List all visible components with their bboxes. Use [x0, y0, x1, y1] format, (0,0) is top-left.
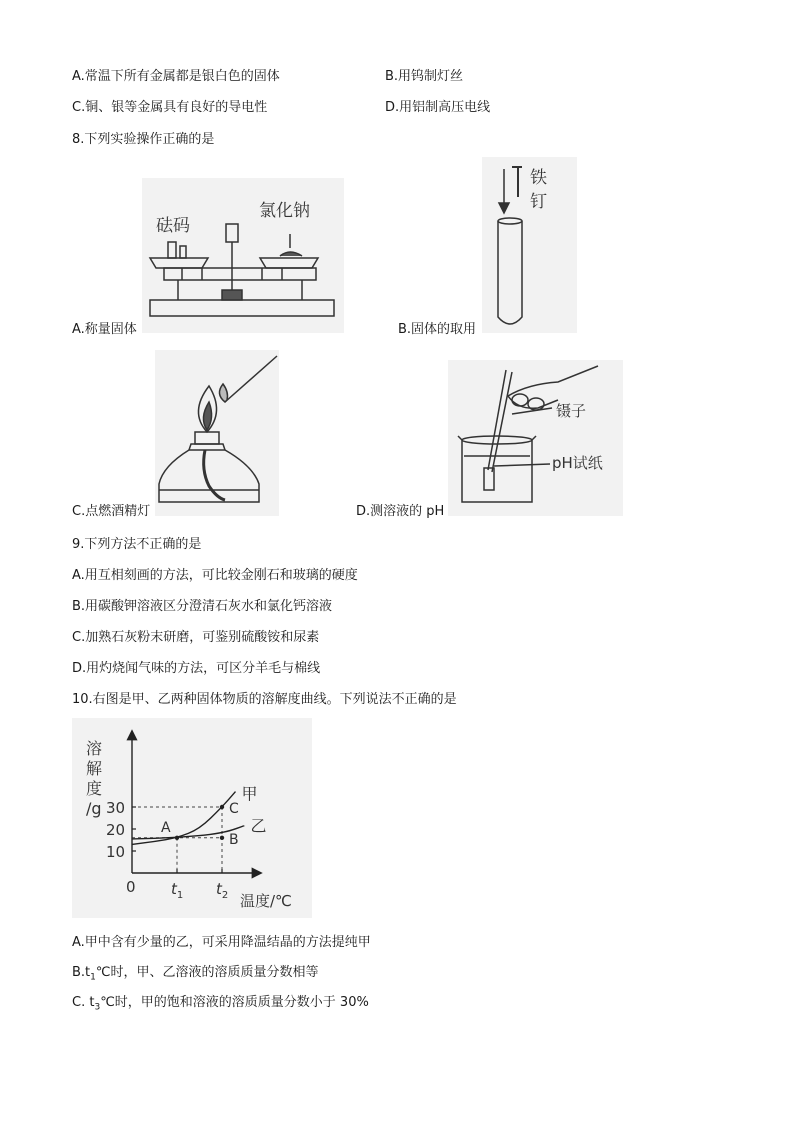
ph-test-figure: [448, 360, 623, 516]
x-tick-label-t2: $t_2$: [216, 880, 229, 901]
tweezers-label: 镊子: [556, 402, 587, 420]
iron-label: 铁: [530, 168, 547, 188]
ylabel-char-1: 溶: [86, 739, 103, 758]
iron-nail-icon: [512, 167, 522, 197]
alcohol-lamp-icon: [159, 432, 259, 502]
ylabel-char-4: /g: [86, 799, 102, 818]
y-tick-label-10: 10: [106, 843, 126, 861]
q10-option-b: $B.t_1℃$时，甲、乙溶液的溶质质量分数相等: [72, 965, 319, 983]
arrow-down-icon: [499, 169, 509, 213]
q7-option-a: A.常温下所有金属都是银白色的固体: [72, 69, 280, 84]
balance-icon: [150, 224, 334, 316]
flame-icon: [198, 386, 216, 432]
q10-stem: 10.右图是甲、乙两种固体物质的溶解度曲线。下列说法不正确的是: [72, 692, 457, 707]
q9-option-d: D.用灼烧闻气味的方法，可区分羊毛与棉线: [72, 661, 321, 676]
point-label-A: A: [161, 819, 171, 836]
x-tick-label-t1: $t_1$: [171, 880, 184, 901]
ph-paper-icon: [484, 464, 550, 490]
q10-option-c: C. $t_3℃$时，甲的饱和溶液的溶质质量分数小于 30%: [72, 995, 369, 1013]
q8-stem: 8.下列实验操作正确的是: [72, 132, 215, 147]
point-A: [175, 836, 179, 840]
point-B: [220, 836, 224, 840]
q8-option-c: C.点燃酒精灯: [72, 504, 151, 519]
nail-label: 钉: [530, 192, 547, 212]
q7-option-c: C.铜、银等金属具有良好的导电性: [72, 100, 268, 115]
q7-option-d: D.用铝制高压电线: [385, 100, 491, 115]
solubility-chart: [72, 718, 312, 918]
q8-option-b: B.固体的取用: [398, 322, 477, 337]
y-tick-label-30: 30: [106, 799, 126, 817]
weights-label: 砝码: [156, 216, 190, 236]
q7-option-b: B.用钨制灯丝: [385, 69, 464, 84]
test-tube-icon: [498, 218, 522, 324]
ph-paper-label: pH试纸: [552, 454, 603, 472]
q9-stem: 9.下列方法不正确的是: [72, 537, 202, 552]
match-icon: [219, 356, 277, 402]
series-line-2: [132, 826, 245, 839]
point-C: [220, 805, 224, 809]
point-label-B: B: [229, 831, 239, 848]
point-label-C: C: [229, 801, 239, 817]
q9-option-a: A.用互相刻画的方法，可比较金刚石和玻璃的硬度: [72, 568, 358, 583]
q8-option-d: D.测溶液的 pH: [356, 504, 445, 519]
q10-option-a: A.甲中含有少量的乙，可采用降温结晶的方法提纯甲: [72, 935, 371, 950]
q9-option-c: C.加熟石灰粉末研磨，可鉴别硫酸铵和尿素: [72, 630, 320, 645]
origin-label: 0: [126, 878, 136, 896]
x-axis-label: 温度/℃: [240, 892, 292, 910]
series-label-1: 甲: [241, 784, 258, 804]
q9-option-b: B.用碳酸钾溶液区分澄清石灰水和氯化钙溶液: [72, 599, 333, 614]
ylabel-char-3: 度: [86, 779, 103, 798]
ylabel-char-2: 解: [86, 759, 103, 778]
balance-figure: [142, 178, 344, 333]
alcohol-lamp-figure: [155, 350, 279, 516]
q8-option-a: A.称量固体: [72, 322, 137, 337]
series-label-2: 乙: [250, 816, 267, 836]
test-tube-figure: [482, 157, 577, 333]
nacl-label: 氯化钠: [259, 201, 310, 221]
y-tick-label-20: 20: [106, 821, 126, 839]
